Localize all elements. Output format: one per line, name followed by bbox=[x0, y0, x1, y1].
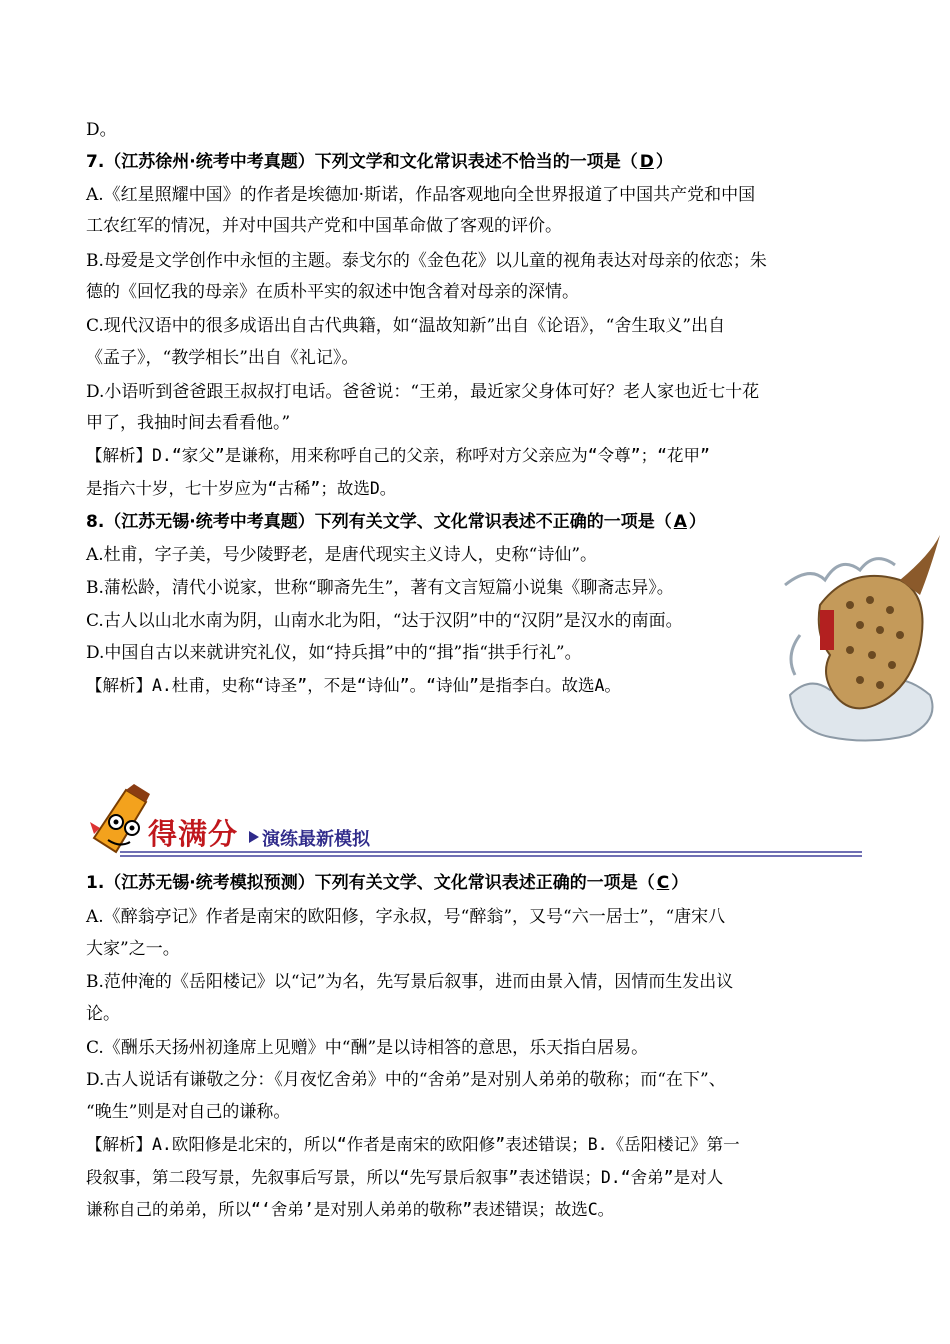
banner-divider-top bbox=[120, 851, 862, 853]
q7-analysis-line2: 是指六十岁，七十岁应为“古稀”；故选D。 bbox=[86, 479, 397, 498]
q1-option-b-line2: 论。 bbox=[86, 1004, 120, 1024]
q7-option-b-line1: B.母爱是文学创作中永恒的主题。泰戈尔的《金色花》以儿童的视角表达对母亲的依恋；朱 bbox=[86, 251, 767, 271]
question-1-answer: C bbox=[656, 873, 670, 893]
q7-option-a-line1: A.《红星照耀中国》的作者是埃德加·斯诺，作品客观地向全世界报道了中国共产党和中国 bbox=[86, 185, 756, 205]
q1-option-c: C.《酬乐天扬州初逢席上见赠》中“酬”是以诗相答的意思，乐天指白居易。 bbox=[86, 1038, 649, 1058]
q1-option-a-line1: A.《醉翁亭记》作者是南宋的欧阳修，字永叔，号“醉翁”，又号“六一居士”，“唐宋八 bbox=[86, 907, 726, 927]
question-1-stem: 1.（江苏无锡·统考模拟预测）下列有关文学、文化常识表述正确的一项是（ C ） bbox=[86, 873, 689, 893]
q8-option-a: A.杜甫，字子美，号少陵野老，是唐代现实主义诗人，史称“诗仙”。 bbox=[86, 545, 598, 565]
question-7-answer: D bbox=[639, 152, 654, 172]
koi-fish-illustration bbox=[780, 525, 945, 745]
q7-option-c-line2: 《孟子》，“教学相长”出自《礼记》。 bbox=[86, 348, 359, 368]
q1-option-d-line1: D.古人说话有谦敬之分：《月夜忆舍弟》中的“舍弟”是对别人弟弟的敬称；而“在下”、 bbox=[86, 1070, 726, 1090]
q7-analysis-line1: 【解析】D.“家父”是谦称，用来称呼自己的父亲，称呼对方父亲应为“令尊”；“花甲” bbox=[86, 446, 710, 465]
q7-option-d-line2: 甲了，我抽时间去看看他。” bbox=[86, 413, 291, 433]
section-title: 得满分 bbox=[148, 817, 239, 851]
q1-option-a-line2: 大家”之一。 bbox=[86, 939, 180, 959]
banner-arrow-icon bbox=[249, 831, 259, 843]
question-8-answer: A bbox=[673, 512, 687, 532]
q1-analysis-line2: 段叙事，第二段写景，先叙事后写景，所以“先写景后叙事”表述错误；D.“舍弟”是对人 bbox=[86, 1168, 724, 1187]
question-8-stem: 8.（江苏无锡·统考中考真题）下列有关文学、文化常识表述不正确的一项是（ A ） bbox=[86, 512, 706, 532]
q1-option-b-line1: B.范仲淹的《岳阳楼记》以“记”为名，先写景后叙事，进而由景入情，因情而生发出议 bbox=[86, 972, 734, 992]
q8-option-d: D.中国自古以来就讲究礼仪，如“持兵揖”中的“揖”指“拱手行礼”。 bbox=[86, 643, 582, 663]
q8-option-c: C.古人以山北水南为阴，山南水北为阳，“达于汉阴”中的“汉阴”是汉水的南面。 bbox=[86, 611, 683, 631]
section-subtitle: 演练最新模拟 bbox=[262, 829, 370, 850]
q7-option-c-line1: C.现代汉语中的很多成语出自古代典籍，如“温故知新”出自《论语》，“舍生取义”出自 bbox=[86, 316, 726, 336]
q1-analysis-line3: 谦称自己的弟弟，所以“‘舍弟’是对别人弟弟的敬称”表述错误；故选C。 bbox=[86, 1200, 615, 1219]
q7-option-a-line2: 工农红军的情况，并对中国共产党和中国革命做了客观的评价。 bbox=[86, 216, 562, 236]
question-7-stem: 7.（江苏徐州·统考中考真题）下列文学和文化常识表述不恰当的一项是（ D ） bbox=[86, 152, 673, 172]
q8-option-b: B.蒲松龄，清代小说家，世称“聊斋先生”，著有文言短篇小说集《聊斋志异》。 bbox=[86, 578, 674, 598]
previous-answer-tail: D。 bbox=[86, 120, 117, 140]
q7-option-b-line2: 德的《回忆我的母亲》在质朴平实的叙述中饱含着对母亲的深情。 bbox=[86, 282, 579, 302]
q7-option-d-line1: D.小语听到爸爸跟王叔叔打电话。爸爸说：“王弟，最近家父身体可好？老人家也近七十花 bbox=[86, 382, 760, 402]
q1-option-d-line2: “晚生”则是对自己的谦称。 bbox=[86, 1102, 291, 1122]
q1-analysis-line1: 【解析】A.欧阳修是北宋的，所以“作者是南宋的欧阳修”表述错误；B.《岳阳楼记》第一 bbox=[86, 1135, 740, 1154]
q8-analysis: 【解析】A.杜甫，史称“诗圣”，不是“诗仙”。“诗仙”是指李白。故选A。 bbox=[86, 676, 621, 695]
banner-divider-bottom bbox=[120, 855, 862, 857]
